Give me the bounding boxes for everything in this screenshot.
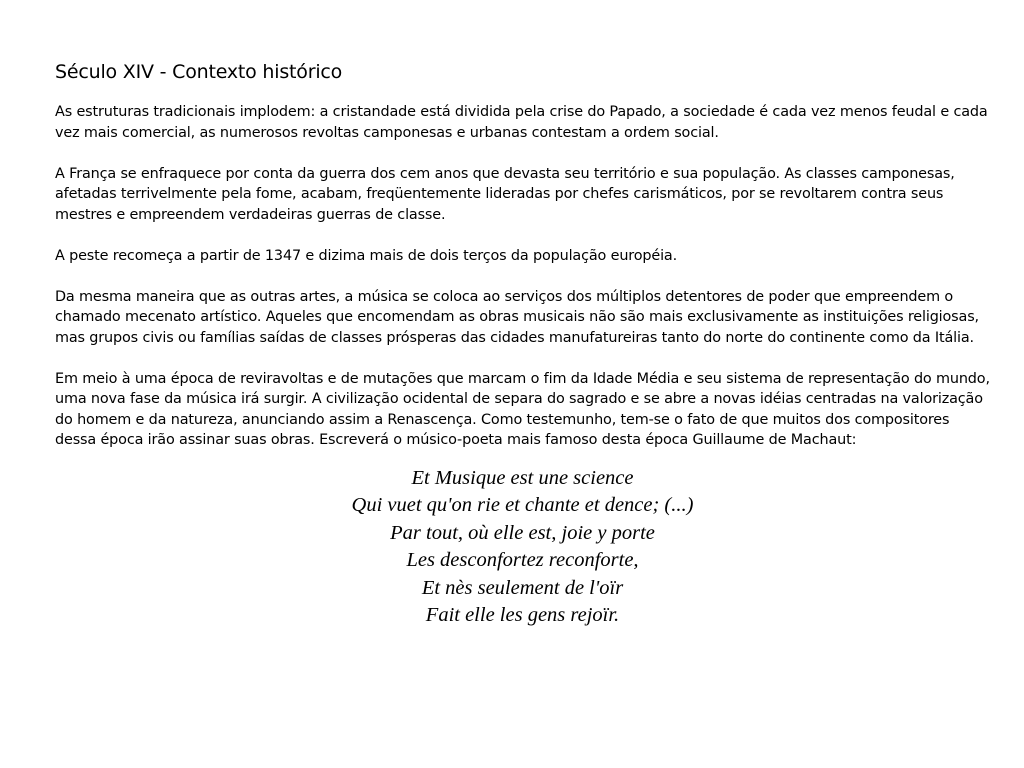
- poem-line: Par tout, où elle est, joie y porte: [390, 521, 655, 544]
- paragraph-plague: A peste recomeça a partir de 1347 e dizima mais de dois terços da população européia.: [55, 247, 678, 264]
- poem-line: Et nès seulement de l'oïr: [421, 576, 624, 599]
- poem-line: Fait elle les gens rejoïr.: [425, 604, 620, 626]
- poem-line: Et Musique est une science: [411, 466, 634, 489]
- paragraph-renaissance: Em meio à uma época de reviravoltas e de mutações que marcam o fim da Idade Média e seu sistema de representação do mundo, uma nova fase da música irá surgir. A civilização ocidental de separa do sagrado e se abre a novas idéias centradas na valorização do homem e da natureza, anunciando assim a Renascença. Como testemunho, tem-se o fato de que muitos dos compositores dessa época irão assinar suas obras. Escreverá o músico-poeta mais famoso desta época Guillaume de Machaut:: [55, 370, 990, 448]
- page-title: Século XIV - Contexto histórico: [55, 61, 343, 83]
- document-page: [55, 58, 990, 630]
- poem-line: Qui vuet qu'on rie et chante et dence; (...): [351, 494, 694, 516]
- paragraph-france: A França se enfraquece por conta da guerra dos cem anos que devasta seu território e sua população. As classes camponesas, afetadas terrivelmente pela fome, acabam, freqüentemente lideradas por chefes carismáticos, por se revoltarem contra seus mestres e empreendem verdadeiras guerras de classe.: [55, 165, 955, 223]
- paragraph-patronage: Da mesma maneira que as outras artes, a música se coloca ao serviços dos múltiplos detentores de poder que empreendem o chamado mecenato artístico. Aqueles que encomendam as obras musicais não são mais exclusivamente as instituições religiosas, mas grupos civis ou famílias saídas de classes prósperas das cidades manufatureiras tanto do norte do continente como da Itália.: [55, 288, 979, 346]
- poem-quote: [55, 465, 990, 630]
- poem-line: Les desconfortez reconforte,: [406, 549, 639, 571]
- paragraph-structures: As estruturas tradicionais implodem: a cristandade está dividida pela crise do Papado, a sociedade é cada vez menos feudal e cada vez mais comercial, as numerosos revoltas camponesas e urbanas contestam a ordem social.: [55, 104, 988, 141]
